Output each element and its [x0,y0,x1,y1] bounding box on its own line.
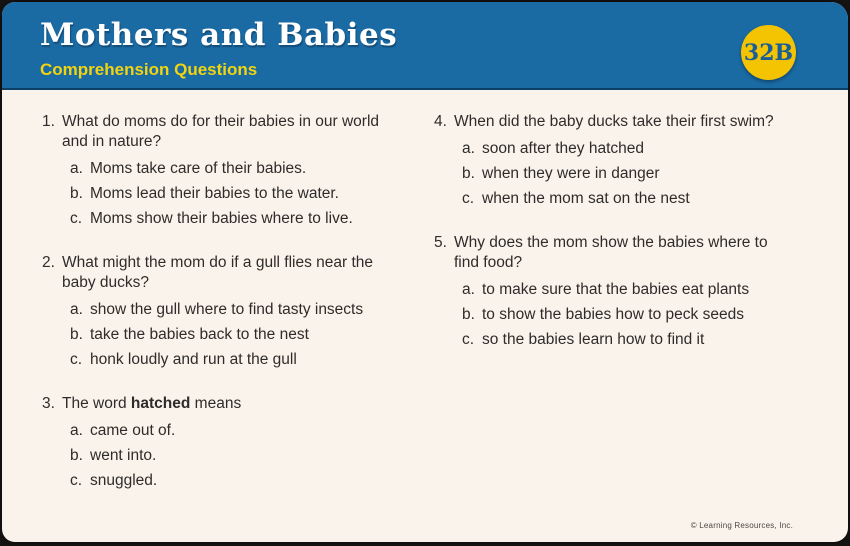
question-number: 1. [42,113,55,130]
option-label: c. [462,190,475,207]
options-list [454,139,826,209]
answer-option [70,471,434,491]
card-title: Mothers and Babies [40,17,398,53]
question-text: The word hatched means [62,395,242,412]
option-label: a. [70,160,83,177]
option-text: came out of. [90,422,176,439]
question-text: What might the mom do if a gull flies near the baby ducks? [62,254,374,291]
right-column [434,112,826,515]
option-label: a. [462,140,475,157]
answer-option [70,184,434,204]
answer-option [462,330,826,350]
answer-option [70,209,434,229]
option-label: b. [70,447,83,464]
option-text: Moms lead their babies to the water. [90,185,339,202]
option-text: snuggled. [90,472,158,489]
options-list [454,280,826,350]
option-text: to show the babies how to peck seeds [482,306,744,323]
answer-option [70,300,434,320]
card-number-badge: 32B [741,25,796,80]
option-text: to make sure that the babies eat plants [482,281,750,298]
answer-option [462,189,826,209]
option-label: c. [70,210,83,227]
option-label: c. [462,331,475,348]
question-text: What do moms do for their babies in our world and in nature? [62,113,380,150]
options-list [62,159,434,229]
bold-vocabulary-word: hatched [130,395,191,412]
option-text: went into. [90,447,157,464]
card-subtitle: Comprehension Questions [40,60,258,79]
left-column [42,112,434,515]
option-label: b. [462,306,475,323]
option-label: b. [462,165,475,182]
question-item-2 [42,253,434,370]
option-text: Moms show their babies where to live. [90,210,353,227]
answer-option [70,325,434,345]
card-header [2,2,848,90]
question-item-4 [434,112,826,209]
question-number: 5. [434,234,447,251]
option-label: b. [70,326,83,343]
question-text: When did the baby ducks take their first swim? [454,113,774,130]
option-text: when they were in danger [482,165,660,182]
question-text: Why does the mom show the babies where to find food? [454,234,768,271]
options-list [62,421,434,491]
question-number: 4. [434,113,447,130]
answer-option [462,280,826,300]
option-text: take the babies back to the nest [90,326,309,343]
option-text: soon after they hatched [482,140,645,157]
question-number: 2. [42,254,55,271]
option-text: honk loudly and run at the gull [90,351,297,368]
question-item-5 [434,233,826,350]
worksheet-card [2,2,848,542]
option-label: c. [70,351,83,368]
answer-option [462,164,826,184]
question-item-1 [42,112,434,229]
option-label: a. [70,301,83,318]
question-item-3 [42,394,434,491]
questions-area [2,90,848,515]
option-text: so the babies learn how to find it [482,331,705,348]
option-label: a. [70,422,83,439]
answer-option [462,305,826,325]
answer-option [70,446,434,466]
answer-option [462,139,826,159]
answer-option [70,159,434,179]
option-text: when the mom sat on the nest [482,190,690,207]
copyright-notice: © Learning Resources, Inc. [690,521,793,530]
option-label: a. [462,281,475,298]
answer-option [70,350,434,370]
options-list [62,300,434,370]
answer-option [70,421,434,441]
question-number: 3. [42,395,55,412]
option-label: c. [70,472,83,489]
option-label: b. [70,185,83,202]
option-text: show the gull where to find tasty insects [90,301,364,318]
option-text: Moms take care of their babies. [90,160,307,177]
